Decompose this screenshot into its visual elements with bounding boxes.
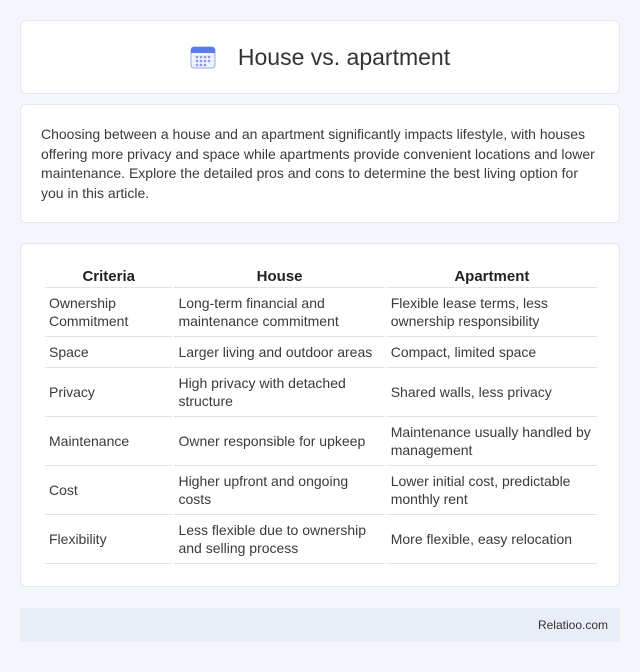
cell-house: Larger living and outdoor areas: [174, 337, 384, 368]
calendar-icon: [190, 45, 216, 69]
intro-card: [20, 104, 620, 223]
cell-criteria: Maintenance: [45, 417, 172, 466]
cell-criteria: Flexibility: [45, 515, 172, 564]
intro-text: Choosing between a house and an apartment significantly impacts lifestyle, with houses offering more privacy and space while apartments provide convenient locations and lower maintenance. Explore the detailed pros and cons to determine the best living option for you in this article.: [41, 126, 595, 201]
table-row: [45, 288, 597, 337]
cell-house: Long-term financial and maintenance commitment: [174, 288, 384, 337]
header-house: House: [174, 264, 384, 288]
footer-brand-link[interactable]: Relatioo.com: [537, 618, 608, 632]
table-header-row: [45, 264, 597, 288]
cell-criteria: Privacy: [45, 368, 172, 417]
table-row: [45, 466, 597, 515]
cell-house: Less flexible due to ownership and selling process: [174, 515, 384, 564]
header-card: [20, 20, 620, 94]
header-criteria: Criteria: [45, 264, 172, 288]
cell-criteria: Cost: [45, 466, 172, 515]
header-apartment: Apartment: [387, 264, 597, 288]
table-row: [45, 368, 597, 417]
cell-house: Higher upfront and ongoing costs: [174, 466, 384, 515]
cell-apartment: Lower initial cost, predictable monthly rent: [387, 466, 597, 515]
comparison-card: [20, 243, 620, 587]
cell-criteria: Space: [45, 337, 172, 368]
comparison-table: [43, 264, 599, 564]
cell-apartment: Shared walls, less privacy: [387, 368, 597, 417]
cell-apartment: Flexible lease terms, less ownership responsibility: [387, 288, 597, 337]
cell-apartment: Compact, limited space: [387, 337, 597, 368]
cell-apartment: Maintenance usually handled by management: [387, 417, 597, 466]
table-row: [45, 515, 597, 564]
table-row: [45, 417, 597, 466]
cell-house: High privacy with detached structure: [174, 368, 384, 417]
title-wrap: [190, 44, 450, 71]
footer: [20, 608, 620, 642]
table-row: [45, 337, 597, 368]
cell-criteria: Ownership Commitment: [45, 288, 172, 337]
cell-apartment: More flexible, easy relocation: [387, 515, 597, 564]
cell-house: Owner responsible for upkeep: [174, 417, 384, 466]
page-title: House vs. apartment: [237, 43, 451, 70]
